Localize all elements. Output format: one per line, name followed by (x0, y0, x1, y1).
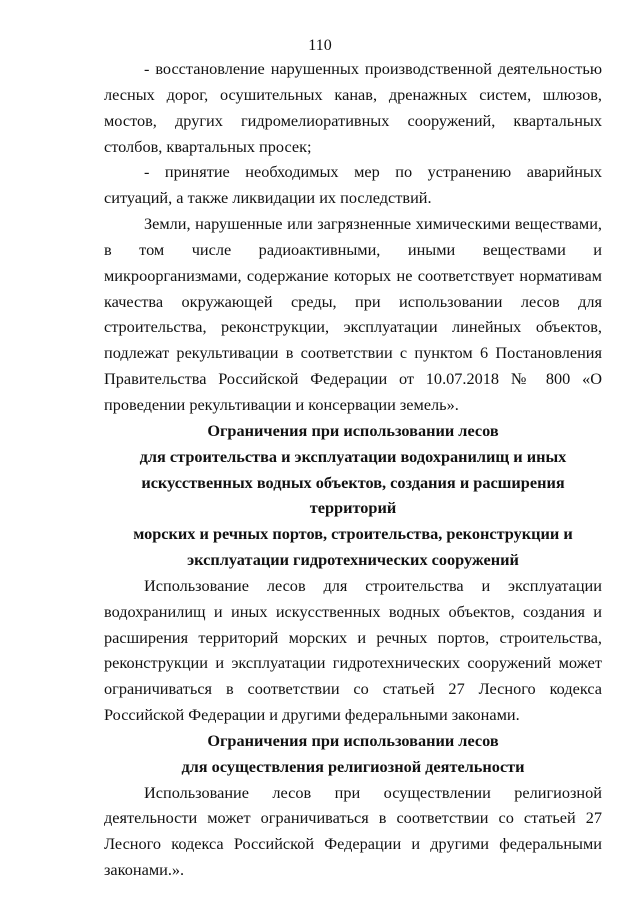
heading-line: для строительства и эксплуатации водохранилищ и иных (139, 446, 567, 466)
paragraph-emergency-measures: - принятие необходимых мер по устранению аварийных ситуаций, а также ликвидации их последствий. (104, 162, 602, 208)
paragraph-religious-use: Использование лесов при осуществлении религиозной деятельности может ограничиваться в соответствии со статьей 27 Лесного кодекса Российской Федерации и другими федеральными законами.». (104, 782, 602, 880)
heading-line: искусственных водных объектов, создания и расширения территорий (141, 472, 565, 518)
paragraph-road-restoration: - восстановление нарушенных производственной деятельностью лесных дорог, осушительных канав, дренажных систем, шлюзов, мостов, других гидромелиоративных сооружений, квартальных столбов, квартальных просек; (104, 59, 602, 156)
paragraph-reservoir-use: Использование лесов для строительства и эксплуатации водохранилищ и иных искусственных водных объектов, создания и расширения территорий морских и речных портов, строительства, реконструкции и эксплуатации гидротехнических сооружений может ограничиваться в соответствии со статьей 27 Лесного кодекса Российской Федерации и другими федеральными законами. (104, 575, 602, 725)
heading-line: Ограничения при использовании лесов (207, 730, 499, 750)
heading-line: эксплуатации гидротехнических сооружений (187, 550, 519, 570)
document-body (104, 56, 602, 883)
heading-line: для осуществления религиозной деятельности (181, 756, 525, 776)
heading-line: Ограничения при использовании лесов (207, 420, 499, 440)
paragraph-land-recultivation: Земли, нарушенные или загрязненные химическими веществами, в том числе радиоактивными, иными веществами и микроорганизмами, содержание которых не соответствует нормативам качества окружающей среды, при использовании лесов для строительства, реконструкции, эксплуатации линейных объектов, подлежат рекультивации в соответствии с пунктом 6 Постановления Правительства Российской Федерации от 10.07.2018 № 800 «О проведении рекультивации и консервации земель». (104, 214, 602, 414)
page-number: 110 (308, 37, 332, 54)
heading-line: морских и речных портов, строительства, реконструкции и (133, 524, 573, 544)
heading-reservoir-restrictions (104, 418, 602, 573)
heading-religious-restrictions (104, 728, 602, 780)
